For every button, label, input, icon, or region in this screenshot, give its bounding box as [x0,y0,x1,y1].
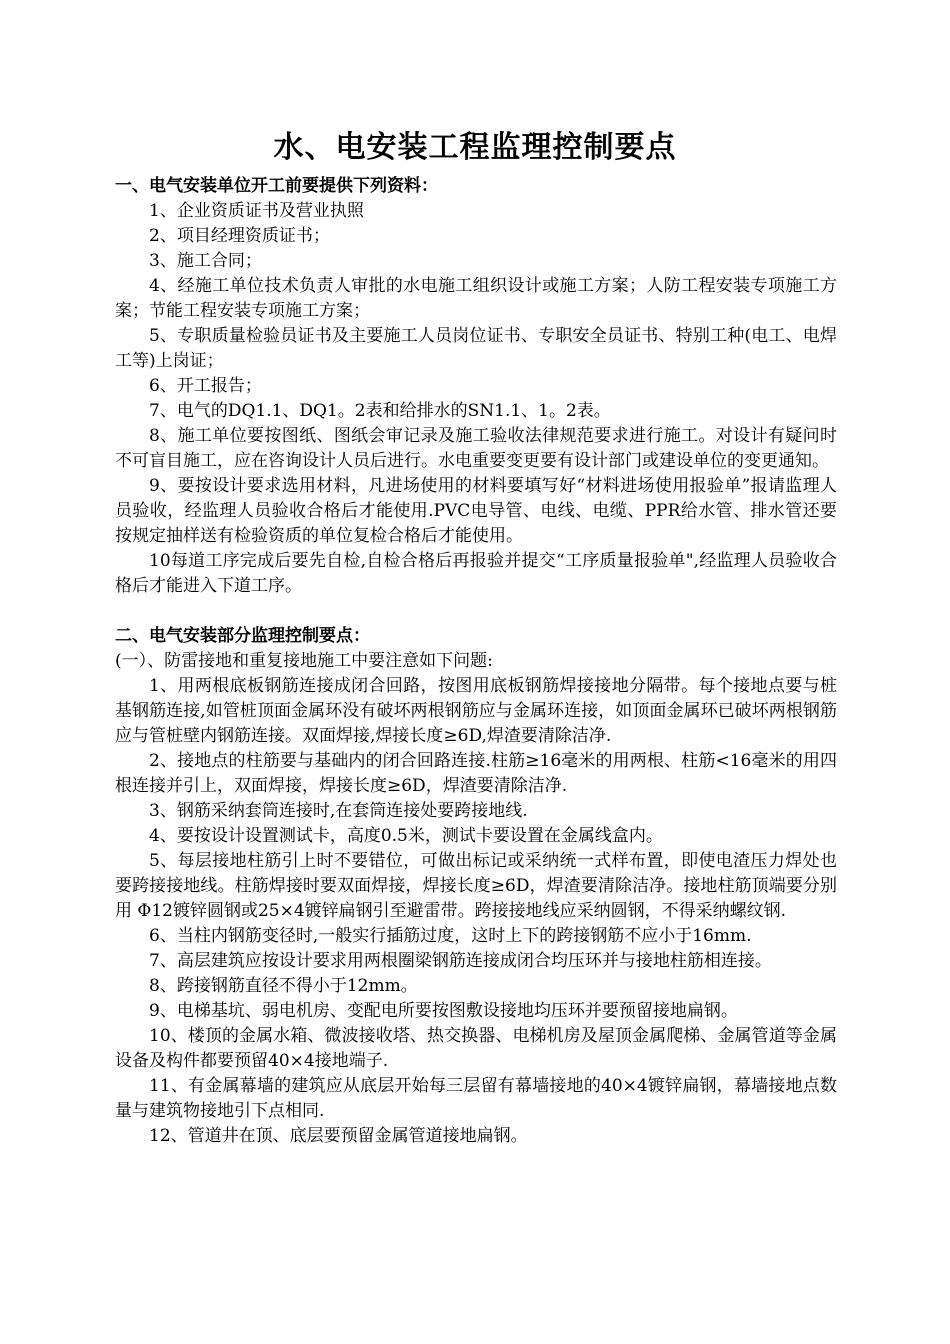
list-item: 6、开工报告； [149,376,262,396]
list-item: 11、有金属幕墙的建筑应从底层开始每三层留有幕墙接地的40×4镀锌扁钢，幕墙接地点数量与建筑物接地引下点相同. [115,1076,837,1121]
list-item: 4、要按设计设置测试卡，高度0.5米，测试卡要设置在金属线盒内。 [149,826,663,846]
section-2-subheading: (一）、防雷接地和重复接地施工中要注意如下问题: [115,651,493,671]
list-item: 7、高层建筑应按设计要求用两根圈梁钢筋连接成闭合均压环并与接地柱筋相连接。 [149,951,772,971]
list-item: 1、用两根底板钢筋连接成闭合回路，按图用底板钢筋焊接接地分隔带。每个接地点要与桩基钢筋连接,如管桩顶面金属环没有破坏两根钢筋应与金属环连接，如顶面金属环已破坏两根钢筋应与管桩壁内钢筋连接。双面焊接,焊接长度≥6D,焊渣要清除洁净. [115,676,837,746]
list-item: 3、钢筋采纳套筒连接时,在套筒连接处要跨接地线. [149,801,528,821]
list-item: 6、当柱内钢筋变径时,一般实行插筋过度，这时上下的跨接钢筋不应小于16mm. [149,926,752,946]
list-item: 10每道工序完成后要先自检,自检合格后再报验并提交“工序质量报验单",经监理人员验收合格后才能进入下道工序。 [115,551,837,596]
section-2-heading: 二、电气安装部分监理控制要点： [115,626,370,646]
list-item: 9、要按设计要求选用材料，凡进场使用的材料要填写好“材料进场使用报验单”报请监理人员验收，经监理人员验收合格后才能使用.PVC电导管、电线、电缆、PPR给水管、排水管还要按规定抽样送有检验资质的单位复检合格后才能使用。 [115,476,837,546]
document-title: 水、电安装工程监理控制要点 [273,130,677,165]
list-item: 9、电梯基坑、弱电机房、变配电所要按图敷设接地均压环并要预留接地扁钢。 [149,1001,738,1021]
section-2-list [115,674,837,1149]
list-item: 7、电气的DQ1.1、DQ1。2表和给排水的SN1.1、1。2表。 [149,401,611,421]
section-1-list [115,199,837,599]
list-item: 5、专职质量检验员证书及主要施工人员岗位证书、专职安全员证书、特别工种(电工、电焊工等)上岗证； [115,326,837,371]
list-item: 3、施工合同； [149,251,262,271]
list-item: 1、企业资质证书及营业执照 [149,201,364,221]
section-spacer [115,599,837,624]
list-item: 4、经施工单位技术负责人审批的水电施工组织设计或施工方案；人防工程安装专项施工方案；节能工程安装专项施工方案； [115,276,837,321]
document-body [115,174,837,1149]
list-item: 2、项目经理资质证书； [149,226,330,246]
list-item: 8、跨接钢筋直径不得小于12mm。 [149,976,418,996]
list-item: 2、接地点的柱筋要与基础内的闭合回路连接.柱筋≥16毫米的用两根、柱筋<16毫米的用四根连接并引上，双面焊接，焊接长度≥6D，焊渣要清除洁净. [115,751,837,796]
list-item: 8、施工单位要按图纸、图纸会审记录及施工验收法律规范要求进行施工。对设计有疑问时不可盲目施工，应在咨询设计人员后进行。水电重要变更要有设计部门或建设单位的变更通知。 [115,426,837,471]
list-item: 10、楼顶的金属水箱、微波接收塔、热交换器、电梯机房及屋顶金属爬梯、金属管道等金属设备及构件都要预留40×4接地端子. [115,1026,837,1071]
list-item: 5、每层接地柱筋引上时不要错位，可做出标记或采纳统一式样布置，即使电渣压力焊处也要跨接接地线。柱筋焊接时要双面焊接，焊接长度≥6D，焊渣要清除洁净。接地柱筋顶端要分别用 Φ12镀锌圆钢或25×4镀锌扁钢引至避雷带。跨接接地线应采纳圆钢，不得采纳螺纹钢. [115,851,837,921]
section-1-heading: 一、电气安装单位开工前要提供下列资料： [115,176,438,196]
list-item: 12、管道井在顶、底层要预留金属管道接地扁钢。 [149,1126,528,1146]
